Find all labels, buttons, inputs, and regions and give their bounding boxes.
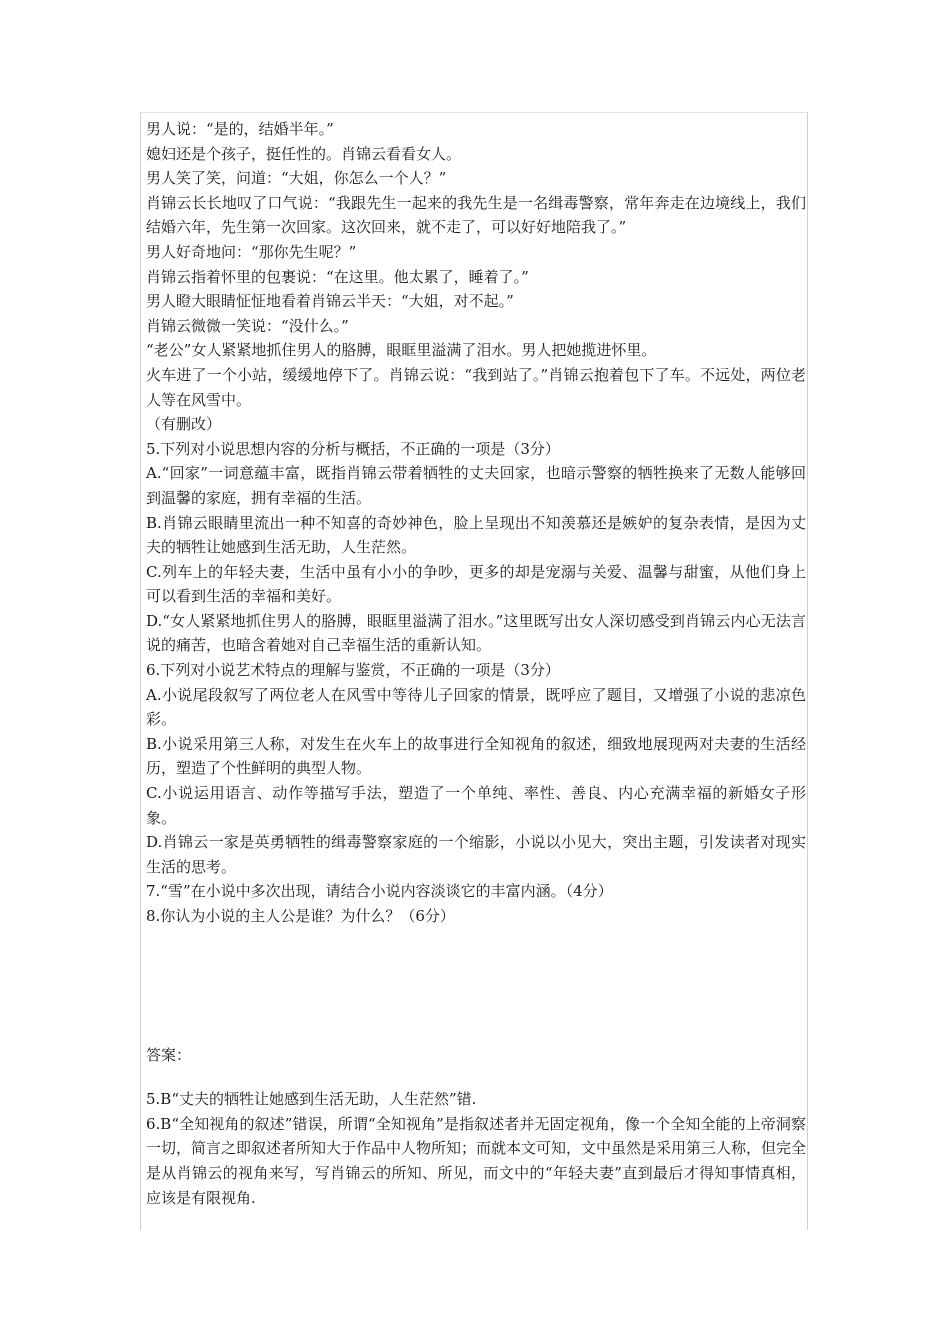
answer-item: 5.B“丈夫的牺牲让她感到生活无助，人生茫然”错.: [146, 1090, 477, 1109]
questions-section: [146, 437, 806, 929]
question-stem: 7.“雪”在小说中多次出现，请结合小说内容淡谈它的丰富内涵。（4分）: [146, 882, 613, 901]
question-option: A.“回家”一词意蕴丰富，既指肖锦云带着牺牲的丈夫回家，也暗示警察的牺牲换来了无数人能够回到温馨的家庭，拥有幸福的生活。: [146, 464, 806, 507]
story-paragraph: 男人好奇地问：“那你先生呢？”: [146, 242, 357, 261]
story-paragraph: 男人笑了笑，问道：“大姐，你怎么一个人？”: [146, 169, 447, 188]
story-paragraph: 男人瞪大眼睛怔怔地看着肖锦云半天：“大姐，对不起。”: [146, 292, 514, 311]
question-option: D.“女人紧紧地抓住男人的胳膊，眼眶里溢满了泪水。”这里既写出女人深切感受到肖锦云内心无法言说的痛苦，也暗含着她对自己幸福生活的重新认知。: [146, 611, 806, 655]
question-option: A.小说尾段叙写了两位老人在风雪中等待儿子回家的情景，既呼应了题目，又增强了小说的悲凉色彩。: [146, 685, 806, 729]
answer-item: 6.B“全知视角的叙述”错误，所谓“全知视角”是指叙述者并无固定视角，像一个全知全能的上帝洞察一切，简言之即叙述者所知大于作品中人物所知；而就本文可知，文中虽然是采用第三人称，但完全是从肖锦云的视角来写，写肖锦云的所知、所见，而文中的“年轻夫妻”直到最后才得知事情真相，应该是有限视角.: [146, 1114, 807, 1207]
story-paragraph: “老公”女人紧紧地抓住男人的胳膊，眼眶里溢满了泪水。男人把她揽进怀里。: [146, 341, 657, 360]
question-option: C.小说运用语言、动作等描写手法，塑造了一个单纯、率性、善良、内心充满幸福的新婚女子形象。: [146, 784, 806, 827]
story-paragraph: 肖锦云长长地叹了口气说：“我跟先生一起来的我先生是一名缉毒警察，常年奔走在边境线上，我们结婚六年，先生第一次回家。这次回来，就不走了，可以好好地陪我了。”: [146, 193, 806, 237]
story-paragraph: 火车进了一个小站，缓缓地停下了。肖锦云说：“我到站了。”肖锦云抱着包下了车。不远处，两位老人等在风雪中。: [146, 365, 806, 409]
answers-section: [146, 1087, 806, 1210]
question-option: D.肖锦云一家是英勇牺牲的缉毒警察家庭的一个缩影，小说以小见大，突出主题，引发读者对现实生活的思考。: [146, 833, 806, 876]
question-option: B.小说采用第三人称，对发生在火车上的故事进行全知视角的叙述，细致地展现两对夫妻的生活经历，塑造了个性鲜明的典型人物。: [146, 734, 806, 778]
story-paragraph: 媳妇还是个孩子，挺任性的。肖锦云看看女人。: [146, 144, 462, 163]
question-stem: 5.下列对小说思想内容的分析与概括，不正确的一项是（3分）: [146, 439, 560, 458]
source-note: （有删改）: [146, 415, 222, 434]
question-option: C.列车上的年轻夫妻，生活中虽有小小的争吵，更多的却是宠溺与关爱、温馨与甜蜜，从他们身上可以看到生活的幸福和美好。: [146, 562, 806, 606]
question-stem: 6.下列对小说艺术特点的理解与鉴赏，不正确的一项是（3分）: [146, 661, 560, 680]
story-excerpt: [146, 117, 806, 437]
answer-heading: 答案：: [146, 1045, 192, 1064]
question-stem: 8.你认为小说的主人公是谁？为什么？（6分）: [146, 907, 455, 925]
question-option: B.肖锦云眼睛里流出一种不知喜的奇妙神色，脸上呈现出不知羡慕还是嫉妒的复杂表情，是因为丈夫的牺牲让她感到生活无助，人生茫然。: [146, 513, 806, 557]
blank-space: [146, 929, 806, 1043]
story-paragraph: 肖锦云指着怀里的包裹说：“在这里。他太累了，睡着了。”: [146, 267, 529, 286]
story-paragraph: 男人说：“是的，结婚半年。”: [146, 120, 334, 138]
story-paragraph: 肖锦云微微一笑说：“没什么。”: [146, 316, 349, 335]
document-body: [146, 117, 806, 1210]
blank-space: [146, 1067, 806, 1087]
